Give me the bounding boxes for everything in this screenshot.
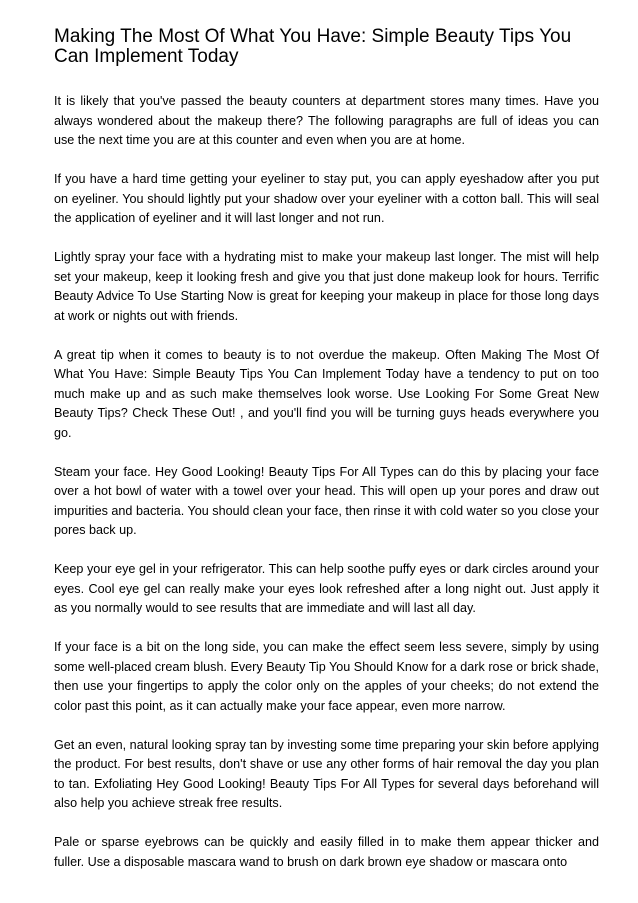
paragraph: Keep your eye gel in your refrigerator. This can help soothe puffy eyes or dark circles around your eyes. Cool eye gel can really make your eyes look refreshed after a long night out. Just apply it as you normally would to see results that are immediate and will last all day. (54, 562, 599, 615)
paragraph: If you have a hard time getting your eyeliner to stay put, you can apply eyeshadow after you put on eyeliner. You should lightly put your shadow over your eyeliner with a cotton ball. This will seal the application of eyeliner and it will last longer and not run. (54, 172, 599, 225)
paragraph: If your face is a bit on the long side, you can make the effect seem less severe, simply by using some well-placed cream blush. Every Beauty Tip You Should Know for a dark rose or brick shade, then use your fingertips to apply the color only on the apples of your cheeks; do not extend the color past this point, as it can actually make your face appear, even more narrow. (54, 640, 599, 713)
paragraph: A great tip when it comes to beauty is to not overdue the makeup. Often Making The Most Of What You Have: Simple Beauty Tips You Can Implement Today have a tendency to put on too much make up and as such make themselves look worse. Use Looking For Some Great New Beauty Tips? Check These Out! , and you'll find you will be turning guys heads everywhere you go. (54, 347, 599, 440)
paragraph: Pale or sparse eyebrows can be quickly and easily filled in to make them appear thicker and fuller. Use a disposable mascara wand to brush on dark brown eye shadow or mascara onto (54, 835, 599, 869)
paragraph: Get an even, natural looking spray tan by investing some time preparing your skin before applying the product. For best results, don't shave or use any other forms of hair removal the day you plan to tan. Exfoliating Hey Good Looking! Beauty Tips For All Types for several days beforehand will also help you achieve streak free results. (54, 737, 599, 810)
paragraph: Lightly spray your face with a hydrating mist to make your makeup last longer. The mist will help set your makeup, keep it looking fresh and give you that just done makeup look for hours. Terrific Beauty Advice To Use Starting Now is great for keeping your makeup in place for those long days at work or nights out with friends. (54, 250, 599, 323)
document-title: Making The Most Of What You Have: Simple Beauty Tips You Can Implement Today (54, 26, 572, 67)
document-body (54, 92, 599, 892)
paragraph: Steam your face. Hey Good Looking! Beauty Tips For All Types can do this by placing your face over a hot bowl of water with a towel over your head. This will open up your pores and draw out impurities and bacteria. You should clean your face, then rinse it with cold water so you close your pores back up. (54, 464, 599, 537)
paragraph: It is likely that you've passed the beauty counters at department stores many times. Have you always wondered about the makeup there? The following paragraphs are full of ideas you can use the next time you are at this counter and even when you are at home. (54, 94, 599, 147)
